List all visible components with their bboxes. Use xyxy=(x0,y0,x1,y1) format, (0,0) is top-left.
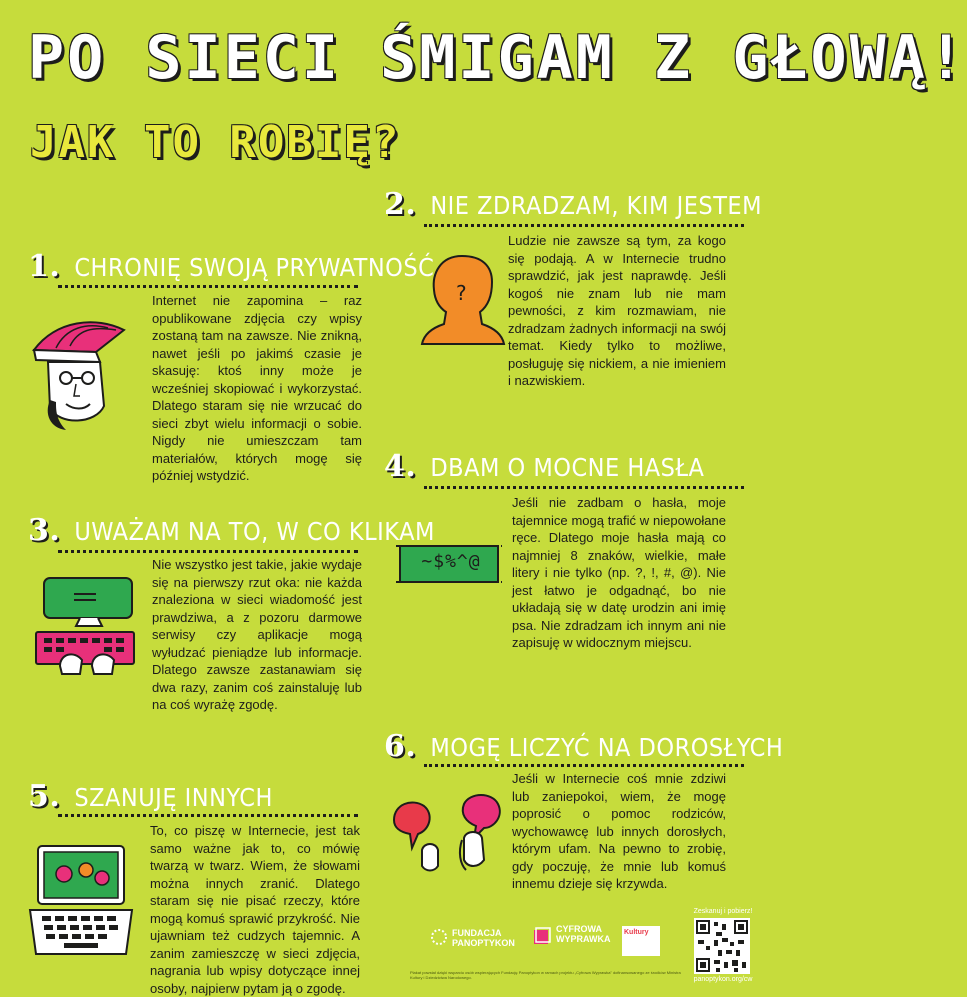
section-2-divider xyxy=(424,224,744,227)
hat-face-illustration xyxy=(26,300,130,434)
section-2-title: NIE ZDRADZAM, KIM JESTEM xyxy=(430,191,763,220)
logo-cyfrowa-line1: CYFROWA xyxy=(556,924,602,934)
section-1-number: 1. xyxy=(28,249,61,284)
conversation-illustration xyxy=(388,790,508,890)
qr-code[interactable] xyxy=(694,918,750,974)
qr-top-label: Zeskanuj i pobierz! xyxy=(693,908,753,915)
logo-panoptykon xyxy=(432,928,515,948)
section-5-heading xyxy=(28,779,273,814)
section-4-number: 4. xyxy=(384,449,417,484)
section-1-divider xyxy=(58,285,358,288)
section-6-heading xyxy=(384,729,784,764)
section-1-heading xyxy=(28,249,435,284)
poster-subtitle: JAK TO ROBIĘ? xyxy=(30,117,401,168)
section-3-heading xyxy=(28,513,435,548)
logo-cyfrowa-wyprawka xyxy=(532,924,611,944)
section-1-title: CHRONIĘ SWOJĄ PRYWATNOŚĆ xyxy=(74,253,435,282)
footer-note: Plakat powstał dzięki wsparciu osób wspierających Fundację Panoptykon w ramach projektu „Cyfrowa Wyprawka” dofinansowanego ze środków Ministra Kultury i Dziedzictwa Narodowego. xyxy=(410,970,681,980)
section-5-text: To, co piszę w Internecie, jest tak samo ważne jak to, co mówię twarzą w twarz. Wiem, że słowami można innych zranić. Dlatego staram się nie pisać rzeczy, które mogą komuś sprawić przykrość. Nie ujawniam też cudzych tajemnic. A zanim zamieszczę w sieci zdjęcia, nagrania lub wpisy dotyczące innej osoby, najpierw pytam ją o zgodę. xyxy=(150,823,360,996)
section-4-text: Jeśli nie zadbam o hasła, moje tajemnice mogą trafić w niepowołane ręce. Dlatego moje hasła mają co najmniej 8 znaków, wielkie, małe litery i nie tylko (np. ?, !, #, @). Nie jest łatwo je odgadnąć, bo nie układają się w datę urodzin ani imię psa. Nie zdradzam ich innym ani nie zapisuję w widocznym miejscu. xyxy=(512,495,726,650)
panoptykon-logo-icon xyxy=(430,928,448,946)
poster-title: PO SIECI ŚMIGAM Z GŁOWĄ! xyxy=(28,23,967,93)
section-2-number: 2. xyxy=(384,187,417,222)
logo-ministry xyxy=(622,926,660,956)
password-example: ~$%^@ xyxy=(421,551,481,572)
section-4-heading xyxy=(384,449,705,484)
section-6-text: Jeśli w Internecie coś mnie zdziwi lub zaniepokoi, wiem, że mogę poprosić o pomoc rodziców, wychowawcę lub innych dorosłych, którym ufam. Na pewno to zrobię, gdy poczuję, że mnie lub komuś innemu dzieje się krzywda. xyxy=(512,771,726,891)
question-mark: ? xyxy=(456,281,467,305)
logo-panoptykon-line2: PANOPTYKON xyxy=(452,938,515,948)
qr-bottom-label[interactable]: panoptykon.org/cw xyxy=(693,976,753,983)
section-5-divider xyxy=(58,814,358,817)
section-4-title: DBAM O MOCNE HASŁA xyxy=(430,453,705,482)
cyfrowa-wyprawka-logo-icon xyxy=(532,926,552,946)
logo-panoptykon-line1: FUNDACJA xyxy=(452,928,502,938)
logo-cyfrowa-line2: WYPRAWKA xyxy=(556,934,611,944)
section-5-number: 5. xyxy=(28,779,61,814)
section-3-number: 3. xyxy=(28,513,61,548)
section-3-text: Nie wszystko jest takie, jakie wydaje się na pierwszy rzut oka: nie każda znaleziona w sieci wiadomość jest prawdziwa, a z pozoru darmowe serwisy czy aplikacje mogą wyłudzać pieniądze lub informacje. Dlatego zawsze zastanawiam się dwa razy, zanim coś zainstaluję lub na coś wyrażę zgodę. xyxy=(152,557,362,712)
section-6-divider xyxy=(424,764,744,767)
section-6-number: 6. xyxy=(384,729,417,764)
logo-ministry-text: Kultury xyxy=(624,929,649,936)
section-2-text: Ludzie nie zawsze są tym, za kogo się podają. A w Internecie trudno sprawdzić, jak jest naprawdę. Jeśli kogoś nie znam lub nie mam pewności, z kim rozmawiam, nie zdradzam żadnych informacji na swój temat. Kiedy tylko to możliwe, posługuję się nickiem, a nie imieniem i nazwiskiem. xyxy=(508,233,726,388)
section-3-title: UWAŻAM NA TO, W CO KLIKAM xyxy=(74,517,435,546)
section-1-text: Internet nie zapomina – raz opublikowane zdjęcia czy wpisy zostaną tam na zawsze. Nie znikną, nawet jeśli po jakimś czasie je skasuję: ktoś inny może je wcześniej skopiować i wykorzystać. Dlatego staram się nie wrzucać do sieci zbyt wielu informacji o sobie. Nigdy nie umieszczam tam materiałów, których mogę się później wstydzić. xyxy=(152,293,362,483)
laptop-illustration xyxy=(26,836,138,976)
section-3-divider xyxy=(58,550,358,553)
anonymous-head-illustration xyxy=(418,250,508,346)
section-5-title: SZANUJĘ INNYCH xyxy=(74,783,273,812)
section-6-title: MOGĘ LICZYĆ NA DOROSŁYCH xyxy=(430,733,784,762)
computer-illustration xyxy=(30,570,142,682)
section-2-heading xyxy=(384,187,763,222)
section-4-divider xyxy=(424,486,744,489)
